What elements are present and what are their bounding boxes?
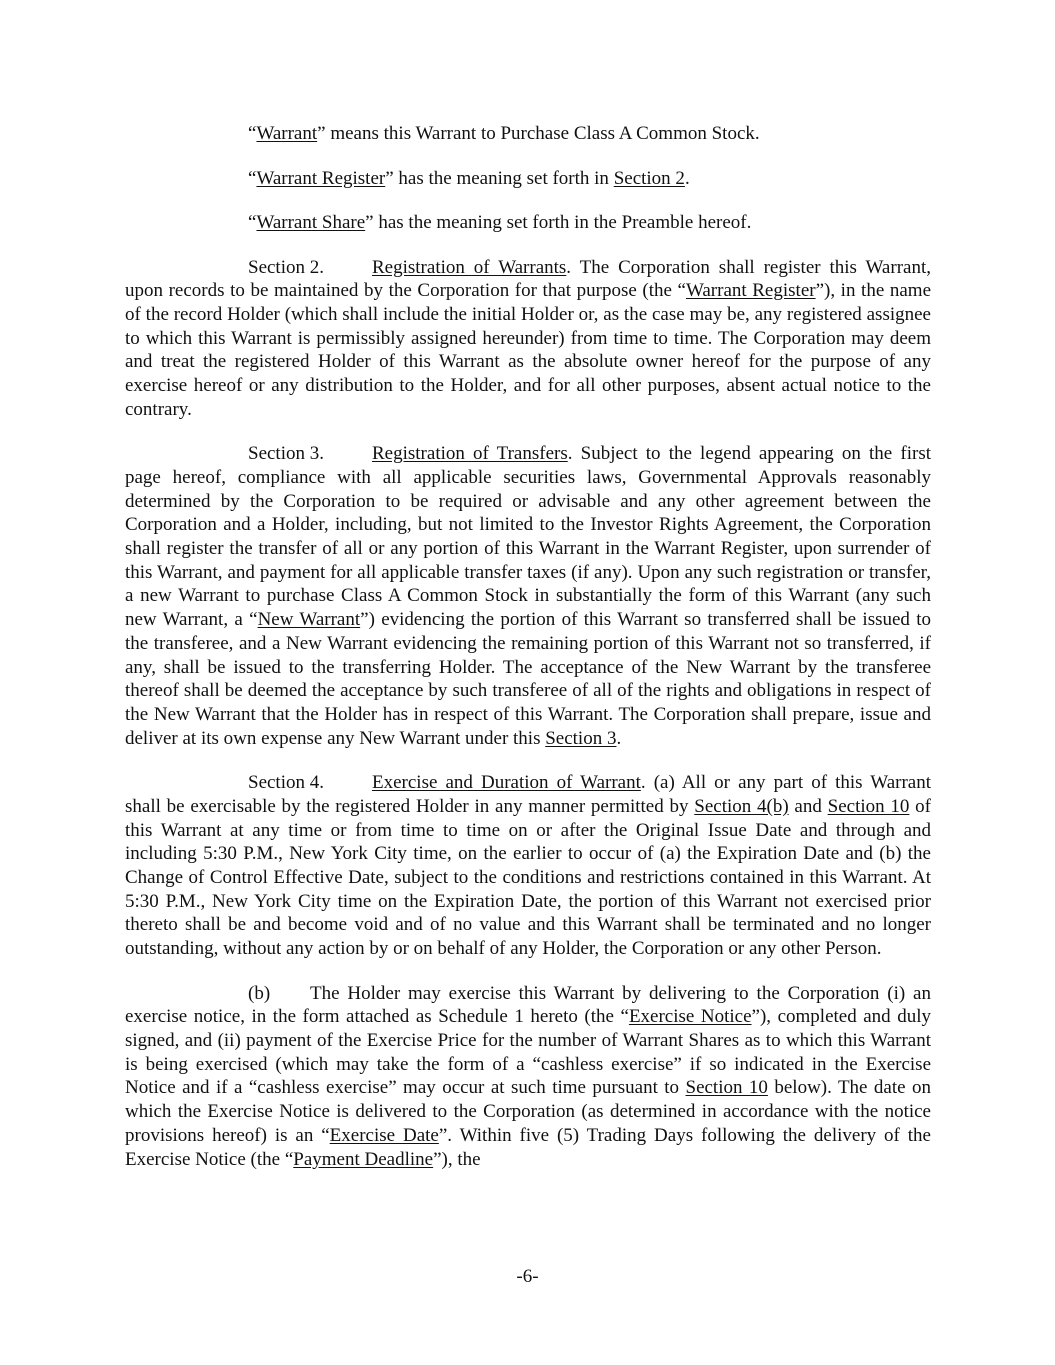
section-heading: Exercise and Duration of Warrant xyxy=(372,772,641,794)
definition-warrant-share: “Warrant Share” has the meaning set forth in the Preamble hereof. xyxy=(248,212,752,233)
section-reference: Section 4(b) xyxy=(694,795,789,817)
defined-term: Exercise Date xyxy=(329,1124,439,1146)
section-4b-paragraph: (b) The Holder may exercise this Warrant by delivering to the Corporation (i) an exercise notice, in the form attached as Schedule 1 hereto (the “Exercise Notice”), completed and duly signed, and (ii) payment of the Exercise Price for the number of Warrant Shares as to which this Warrant is being exercised (which may take the form of a “cashless exercise” if so indicated in the Exercise Notice and if a “cashless exercise” may occur at such time pursuant to Section 10 below). The date on which the Exercise Notice is delivered to the Corporation (as determined in accordance with the notice provisions hereof) is an “Exercise Date”. Within five (5) Trading Days following the delivery of the Exercise Notice (the “Payment Deadline”), the xyxy=(125,982,931,1170)
definition-warrant-register: “Warrant Register” has the meaning set forth in Section 2. xyxy=(248,167,690,189)
section-reference: Section 2 xyxy=(613,167,685,189)
defined-term: Warrant Share xyxy=(256,212,366,233)
defined-term: New Warrant xyxy=(257,609,361,631)
section-heading: Registration of Warrants xyxy=(372,256,567,278)
section-3-paragraph: Section 3. Registration of Transfers. Subject to the legend appearing on the first page hereof, compliance with all applicable securities laws, Governmental Approvals reasonably determined by the Corporation to be required or advisable and any other agreement between the Corporation and a Holder, including, but not limited to the Investor Rights Agreement, the Corporation shall register the transfer of all or any portion of this Warrant in the Warrant Register, upon surrender of this Warrant, and payment for all applicable transfer taxes (if any). Upon any such registration or transfer, a new Warrant to purchase Class A Common Stock in substantially the form of this Warrant (any such new Warrant, a “New Warrant”) evidencing the portion of this Warrant so transferred shall be issued to the transferee, and a New Warrant evidencing the remaining portion of this Warrant not so transferred, if any, shall be issued to the transferring Holder. The acceptance of the New Warrant by the transferee thereof shall be deemed the acceptance by such transferee of all of the rights and obligations in respect of the New Warrant that the Holder has in respect of this Warrant. The Corporation shall prepare, issue and deliver at its own expense any New Warrant under this Section 3. xyxy=(125,443,931,749)
subsection-label: (b) xyxy=(248,982,271,1004)
section-reference: Section 10 xyxy=(827,795,910,817)
section-number: Section 2. xyxy=(248,256,324,278)
section-2-paragraph: Section 2. Registration of Warrants. The Corporation shall register this Warrant, upon records to be maintained by the Corporation for that purpose (the “Warrant Register”), in the name of the record Holder (which shall include the initial Holder or, as the case may be, any registered assignee to which this Warrant is permissibly assigned hereunder) from time to time. The Corporation may deem and treat the registered Holder of this Warrant as the absolute owner hereof for the purpose of any exercise hereof or any distribution to the Holder, and for all other purposes, absent actual notice to the contrary. xyxy=(125,256,931,420)
document-page xyxy=(125,122,931,1192)
defined-term: Warrant Register xyxy=(685,280,816,302)
section-reference: Section 3 xyxy=(545,727,617,749)
defined-term: Exercise Notice xyxy=(628,1006,752,1028)
section-reference: Section 10 xyxy=(685,1077,768,1099)
defined-term: Warrant xyxy=(256,123,318,144)
section-number: Section 4. xyxy=(248,772,324,794)
defined-term: Warrant Register xyxy=(256,167,386,189)
section-number: Section 3. xyxy=(248,443,324,465)
section-4-paragraph: Section 4. Exercise and Duration of Warrant. (a) All or any part of this Warrant shall be exercisable by the registered Holder in any manner permitted by Section 4(b) and Section 10 of this Warrant at any time or from time to time on or after the Original Issue Date and through and including 5:30 P.M., New York City time, on the earlier to occur of (a) the Expiration Date and (b) the Change of Control Effective Date, subject to the conditions and restrictions contained in this Warrant. At 5:30 P.M., New York City time on the Expiration Date, the portion of this Warrant not exercised prior thereto shall be and become void and of no value and this Warrant shall be terminated and no longer outstanding, without any action by or on behalf of any Holder, the Corporation or any other Person. xyxy=(125,772,931,960)
page-number: -6- xyxy=(516,1266,539,1287)
defined-term: Payment Deadline xyxy=(293,1148,434,1170)
section-heading: Registration of Transfers xyxy=(372,443,568,465)
definition-warrant: “Warrant” means this Warrant to Purchase Class A Common Stock. xyxy=(248,123,760,144)
